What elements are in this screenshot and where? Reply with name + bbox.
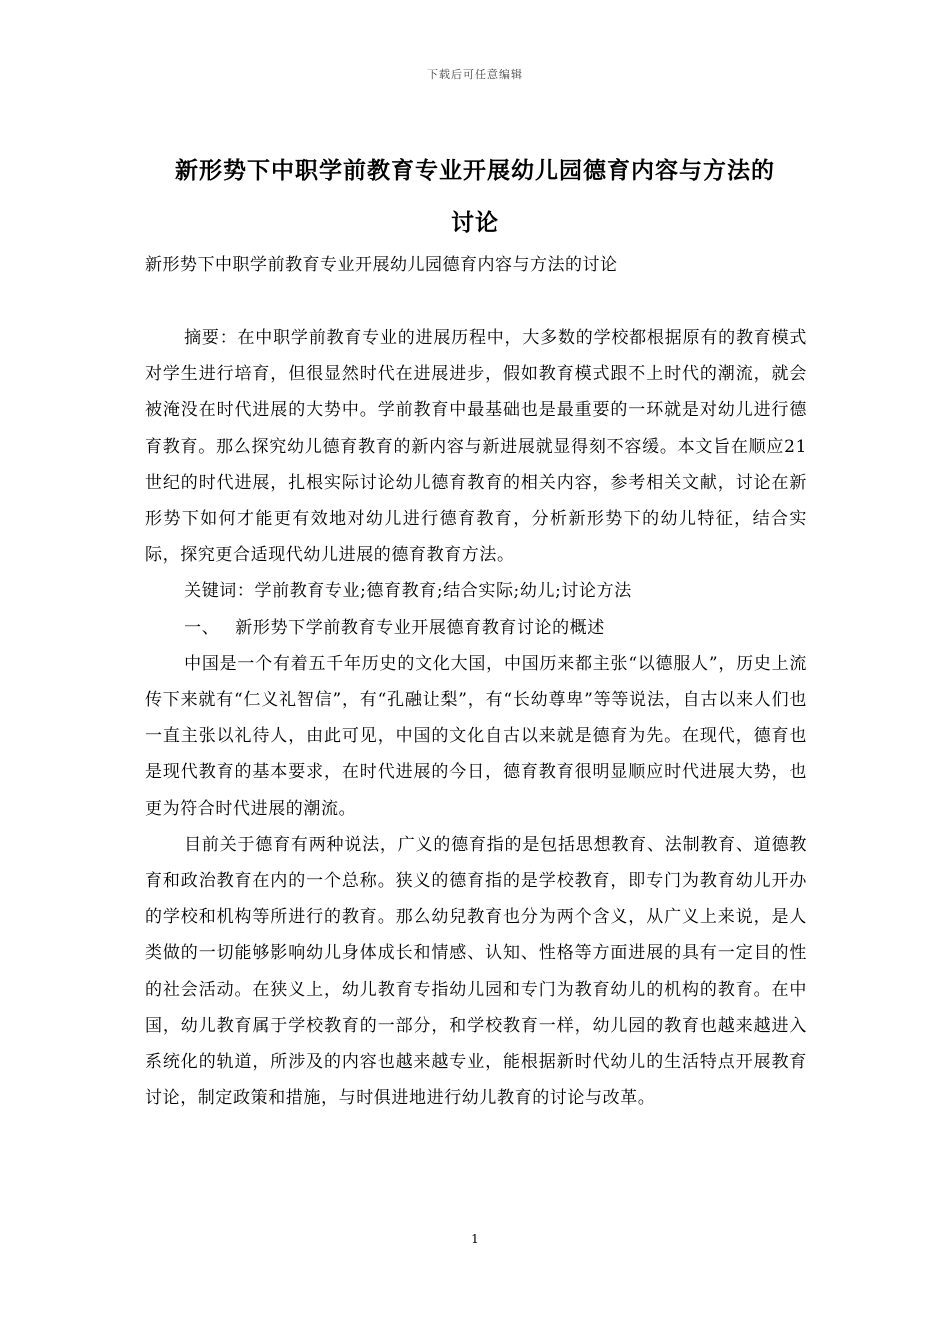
body-paragraph-2: 目前关于德育有两种说法，广义的德育指的是包括思想教育、法制教育、道德教育和政治教育在内的一个总称。狭义的德育指的是学校教育，即专门为教育幼儿开办的学校和机构等所进行的教育。那么幼兒教育也分为两个含义，从广义上来说，是人类做的一切能够影响幼儿身体成长和情感、认知、性格等方面进展的具有一定目的性的社会活动。在狭义上，幼儿教育专指幼儿园和专门为教育幼儿的机构的教育。在中国，幼儿教育属于学校教育的一部分，和学校教育一样，幼儿园的教育也越来越进入系统化的轨道，所涉及的内容也越来越专业，能根据新时代幼儿的生活特点开展教育讨论，制定政策和措施，与时俱进地进行幼儿教育的讨论与改革。 xyxy=(145,834,807,1109)
section-title: 新形势下学前教育专业开展德育教育讨论的概述 xyxy=(235,617,605,638)
document-body xyxy=(145,320,807,1116)
abstract-paragraph: 摘要：在中职学前教育专业的进展历程中，大多数的学校都根据原有的教育模式对学生进行培育，但很显然时代在进展进步，假如教育模式跟不上时代的潮流，就会被淹没在时代进展的大势中。学前教育中最基础也是最重要的一环就是对幼儿进行德育教育。那么探究幼儿德育教育的新内容与新进展就显得刻不容缓。本文旨在顺应21世纪的时代进展，扎根实际讨论幼儿德育教育的相关内容，参考相关文献，讨论在新形势下如何才能更有效地对幼儿进行德育教育，分析新形势下的幼儿特征，结合实际，探究更合适现代幼儿进展的德育教育方法。 xyxy=(145,328,807,566)
body-paragraph-1: 中国是一个有着五千年历史的文化大国，中国历来都主张“以德服人”，历史上流传下来就有“仁义礼智信”，有“孔融让梨”，有“长幼尊卑”等等说法，自古以来人们也一直主张以礼待人，由此可见，中国的文化自古以来就是德育为先。在现代，德育也是现代教育的基本要求，在时代进展的今日，德育教育很明显顺应时代进展大势，也更为符合时代进展的潮流。 xyxy=(145,653,807,819)
document-title-line2: 讨论 xyxy=(451,210,499,236)
keywords-line: 关键词：学前教育专业;德育教育;结合实际;幼儿;讨论方法 xyxy=(184,581,632,602)
section-heading xyxy=(145,610,807,646)
page-header: 下载后可任意编辑 xyxy=(427,68,523,81)
document-subtitle: 新形势下中职学前教育专业开展幼儿园德育内容与方法的讨论 xyxy=(145,255,618,275)
section-number: 一、 xyxy=(184,617,220,638)
page-number: 1 xyxy=(471,1232,479,1246)
document-title-line1: 新形势下中职学前教育专业开展幼儿园德育内容与方法的 xyxy=(175,158,775,184)
